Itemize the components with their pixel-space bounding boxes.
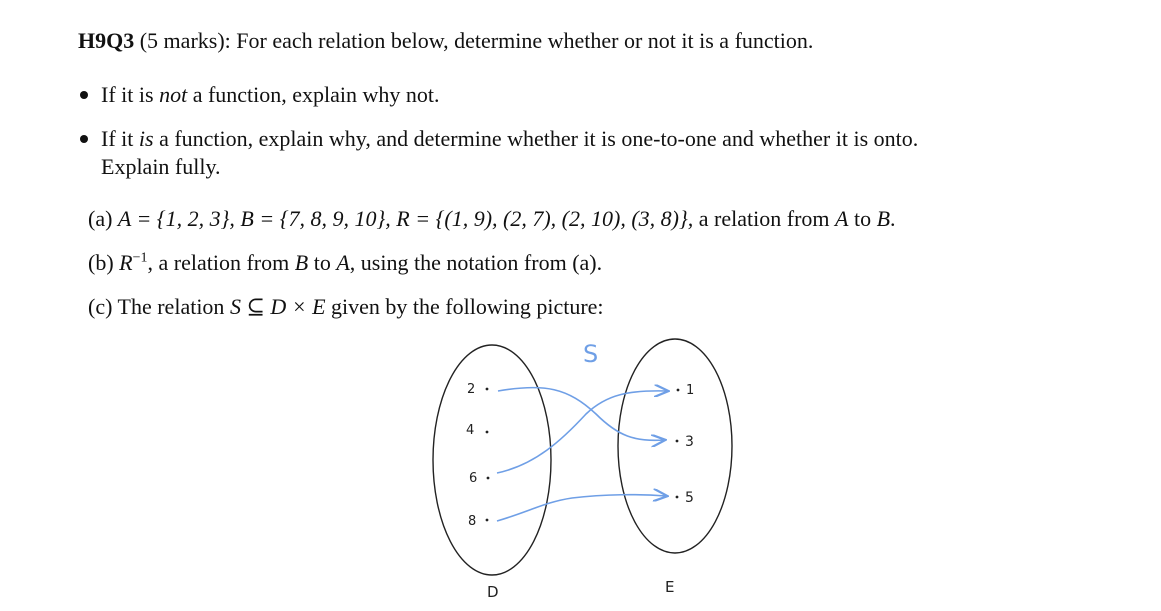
domain-element: 4 (466, 423, 475, 438)
codomain-element-dot (676, 440, 679, 443)
arrow-8-to-5 (497, 495, 666, 521)
part-a-label: (a) (88, 206, 113, 231)
domain-element-dot (486, 519, 489, 522)
part-c-label: (c) (88, 294, 113, 319)
question-prompt: For each relation below, determine whether or not it is a function. (236, 28, 814, 53)
part-a-set-b: B (876, 206, 891, 231)
codomain-element: 3 (685, 434, 694, 450)
bullet-emphasis: is (138, 126, 154, 151)
domain-elements (466, 382, 489, 529)
codomain-label: E (665, 578, 675, 596)
part-b-set-a: A (336, 250, 350, 275)
part-b-text: to (308, 250, 337, 275)
domain-ellipse (433, 345, 551, 575)
bullet-is-function-line2: Explain fully. (101, 154, 221, 179)
part-c-text: given by the following picture: (325, 294, 604, 319)
domain-element: 6 (469, 471, 478, 486)
bullet-text: a function, explain why not. (187, 82, 440, 107)
bullet-text: a function, explain why, and determine whether it is one-to-one and whether it is onto. (153, 126, 919, 151)
domain-element-dot (486, 431, 489, 434)
domain-element: 2 (467, 382, 476, 397)
codomain-element: 1 (686, 383, 695, 398)
domain-element: 8 (468, 514, 477, 529)
part-c-text: The relation (117, 294, 230, 319)
arrow-2-to-3 (498, 388, 664, 441)
part-a-set-a: A (835, 206, 849, 231)
question-code: H9Q3 (78, 28, 135, 53)
domain-element-dot (487, 477, 490, 480)
part-a-text: a relation from (698, 206, 836, 231)
domain-label: D (487, 583, 499, 601)
part-a-text: . (890, 206, 896, 231)
bullet-text: If it is (101, 82, 160, 107)
part-b-set-b: B (294, 250, 309, 275)
part-c-math: S ⊆ D × E (229, 294, 326, 319)
part-a-math: A = {1, 2, 3}, B = {7, 8, 9, 10}, R = {(1, 9), (2, 7), (2, 10), (3, 8)}, (117, 206, 694, 231)
part-b-text: , using the notation from (a). (349, 250, 603, 275)
domain-element-dot (486, 388, 489, 391)
codomain-ellipse (618, 339, 732, 553)
codomain-element: 5 (685, 490, 694, 506)
bullet-emphasis: not (159, 82, 188, 107)
part-a-text: to (848, 206, 877, 231)
part-b-label: (b) (88, 250, 114, 275)
question-marks: (5 marks): (139, 28, 231, 53)
codomain-elements (676, 383, 695, 506)
codomain-element-dot (677, 389, 680, 392)
bullet-text: If it (101, 126, 139, 151)
relation-label: S (583, 340, 599, 368)
part-b-inverse-exponent: −1 (132, 250, 148, 266)
codomain-element-dot (676, 496, 679, 499)
part-b-relation: R (119, 250, 133, 275)
part-b-text: , a relation from (147, 250, 295, 275)
